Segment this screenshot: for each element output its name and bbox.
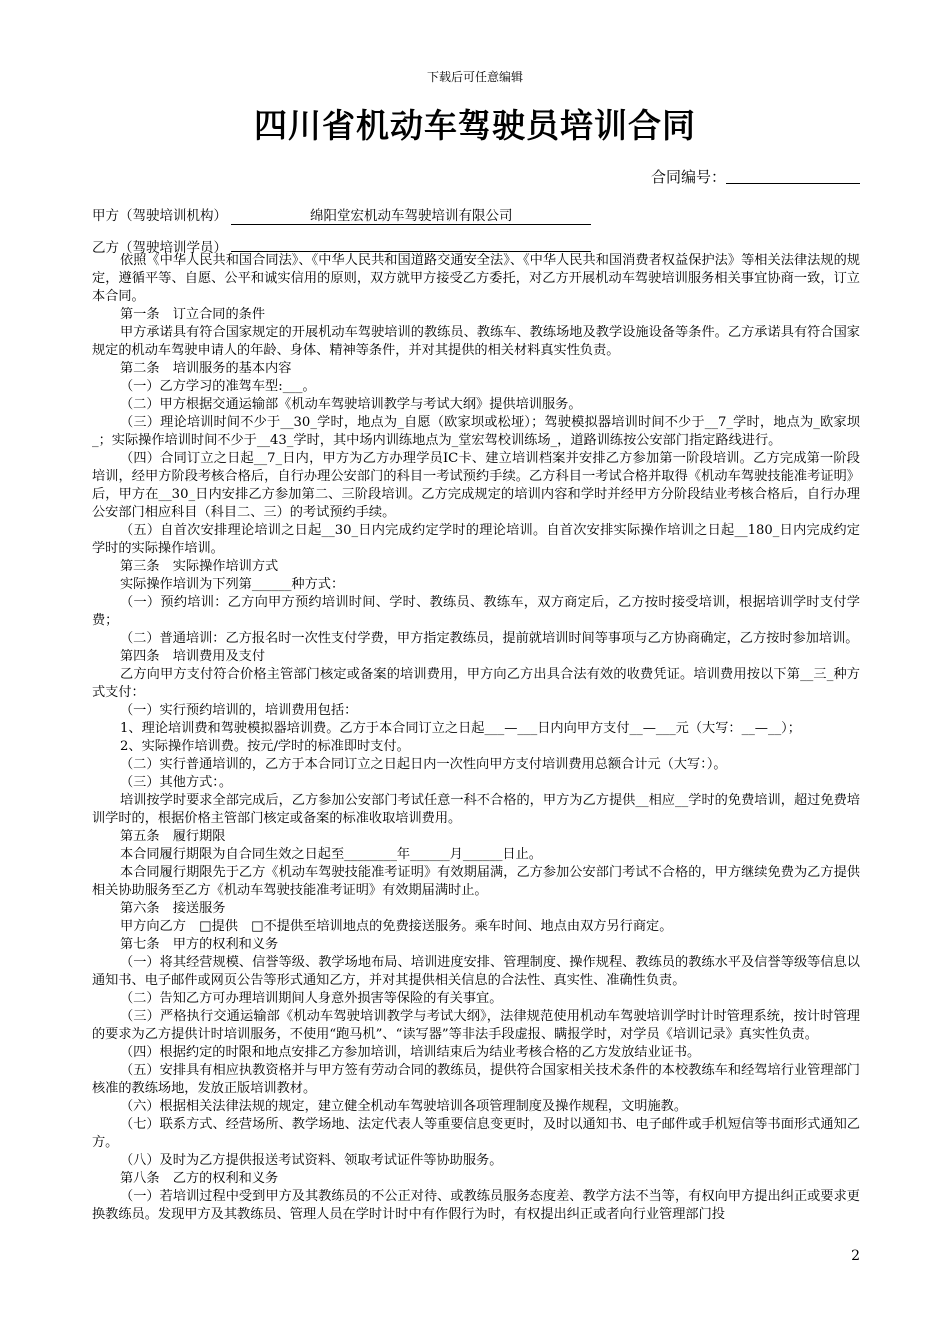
clause: （三）严格执行交通运输部《机动车驾驶培训教学与考试大纲》，法律规范使用机动车驾驶培训学时计时管理系统，按计时管理的要求为乙方提供计时培训服务，不使用“跑马机”、“读写器”等非法手段虚报、瞒报学时，对学员《培训记录》真实性负责。 bbox=[92, 1009, 860, 1042]
clause: （一）预约培训：乙方向甲方预约培训时间、学时、教练员、教练车，双方商定后，乙方按时接受培训，根据培训学时支付学费； bbox=[92, 595, 860, 628]
contract-title: 四川省机动车驾驶员培训合同 bbox=[254, 106, 696, 145]
article-heading: 第七条 甲方的权利和义务 bbox=[120, 937, 279, 952]
clause: （一）实行预约培训的，培训费用包括： bbox=[120, 703, 358, 718]
clause: （三）其他方式：。 bbox=[120, 775, 233, 790]
contract-number-line bbox=[651, 166, 860, 187]
clause: （二）甲方根据交通运输部《机动车驾驶培训教学与考试大纲》提供培训服务。 bbox=[120, 397, 582, 412]
clause: 本合同履行期限先于乙方《机动车驾驶技能准考证明》有效期届满，乙方参加公安部门考试不合格的，甲方继续免费为乙方提供相关协助服务至乙方《机动车驾驶技能准考证明》有效期届满时止。 bbox=[92, 865, 860, 898]
clause: （五）安排具有相应执教资格并与甲方签有劳动合同的教练员，提供符合国家相关技术条件的本校教练车和经驾培行业管理部门核准的教练场地，发放正版培训教材。 bbox=[92, 1063, 860, 1096]
contract-body bbox=[92, 252, 860, 1224]
contract-number-blank bbox=[726, 169, 860, 184]
clause: （一）乙方学习的准驾车型:___。 bbox=[120, 379, 316, 394]
article-heading: 第六条 接送服务 bbox=[120, 901, 226, 916]
clause: （二）告知乙方可办理培训期间人身意外损害等保险的有关事宜。 bbox=[120, 991, 503, 1006]
clause: （四）根据约定的时限和地点安排乙方参加培训，培训结束后为结业考核合格的乙方发放结业证书。 bbox=[120, 1045, 701, 1060]
party-a-name: 绵阳堂宏机动车驾驶培训有限公司 bbox=[231, 204, 591, 225]
party-a-label: 甲方（驾驶培训机构） bbox=[92, 208, 227, 224]
party-a-line bbox=[92, 204, 591, 225]
paragraph: 依照《中华人民共和国合同法》、《中华人民共和国道路交通安全法》、《中华人民共和国消费者权益保护法》等相关法律法规的规定，遵循平等、自愿、公平和诚实信用的原则，双方就甲方接受乙方委托，对乙方开展机动车驾驶培训服务相关事宜协商一致，订立本合同。 bbox=[92, 253, 860, 304]
paragraph: 甲方承诺具有符合国家规定的开展机动车驾驶培训的教练员、教练车、教练场地及教学设施设备等条件。乙方承诺具有符合国家规定的机动车驾驶申请人的年龄、身体、精神等条件，并对其提供的相关材料真实性负责。 bbox=[92, 325, 860, 358]
clause: （二）普通培训：乙方报名时一次性支付学费，甲方指定教练员，提前就培训时间等事项与乙方协商确定，乙方按时参加培训。 bbox=[120, 631, 859, 646]
clause: 本合同履行期限为自合同生效之日起至________年______月______日止。 bbox=[120, 847, 542, 862]
article-heading: 第五条 履行期限 bbox=[120, 829, 226, 844]
clause: （一）将其经营规模、信誉等级、教学场地布局、培训进度安排、管理制度、操作规程、教练员的教练水平及信誉等级等信息以通知书、电子邮件或网页公告等形式通知乙方，并对其提供相关信息的合法性、真实性、准确性负责。 bbox=[92, 955, 860, 988]
clause: （八）及时为乙方提供报送考试资料、领取考试证件等协助服务。 bbox=[120, 1153, 503, 1168]
clause: （六）根据相关法律法规的规定，建立健全机动车驾驶培训各项管理制度及操作规程，文明施教。 bbox=[120, 1099, 688, 1114]
clause: 培训按学时要求全部完成后，乙方参加公安部门考试任意一科不合格的，甲方为乙方提供__相应__学时的免费培训，超过免费培训学时的，根据价格主管部门核定或备案的标准收取培训费用。 bbox=[92, 793, 860, 826]
article-heading: 第一条 订立合同的条件 bbox=[120, 307, 266, 322]
article-heading: 第三条 实际操作培训方式 bbox=[120, 559, 279, 574]
clause: （七）联系方式、经营场所、教学场地、法定代表人等重要信息变更时，及时以通知书、电子邮件或手机短信等书面形式通知乙方。 bbox=[92, 1117, 860, 1150]
party-b-name-blank bbox=[231, 237, 591, 252]
clause: 2、实际操作培训费。按元/学时的标准即时支付。 bbox=[120, 739, 410, 754]
page-number: 2 bbox=[851, 1248, 860, 1264]
clause: （一）若培训过程中受到甲方及其教练员的不公正对待、或教练员服务态度差、教学方法不当等，有权向甲方提出纠正或要求更换教练员。发现甲方及其教练员、管理人员在学时计时中有作假行为时，有权提出纠正或者向行业管理部门投 bbox=[92, 1189, 860, 1222]
party-b-label: 乙方（驾驶培训学员） bbox=[92, 240, 227, 256]
article-heading: 第二条 培训服务的基本内容 bbox=[120, 361, 292, 376]
article-heading: 第八条 乙方的权利和义务 bbox=[120, 1171, 279, 1186]
article-heading: 第四条 培训费用及支付 bbox=[120, 649, 266, 664]
clause: 实际操作培训为下列第______种方式： bbox=[120, 577, 345, 592]
clause: （三）理论培训时间不少于__30_学时，地点为_自愿（欧家坝或松垭）；驾驶模拟器培训时间不少于__7_学时，地点为_欧家坝_；实际操作培训时间不少于__43_学时，其中场内训练地点为_堂宏驾校训练场_，道路训练按公安部门指定路线进行。 bbox=[92, 415, 860, 448]
clause: （四）合同订立之日起__7_日内，甲方为乙方办理学员IC卡、建立培训档案并安排乙方参加第一阶段培训。乙方完成第一阶段培训，经甲方阶段考核合格后，自行办理公安部门的科目一考试预约手续。乙方科目一考试合格并取得《机动车驾驶技能准考证明》后，甲方在__30_日内安排乙方参加第二、三阶段培训。乙方完成规定的培训内容和学时并经甲方分阶段结业考核合格后，自行办理公安部门相应科目（科目二、三）的考试预约手续。 bbox=[92, 451, 860, 520]
header-note: 下载后可任意编辑 bbox=[426, 70, 523, 84]
clause: （二）实行普通培训的，乙方于本合同订立之日起日内一次性向甲方支付培训费用总额合计元（大写：）。 bbox=[120, 757, 727, 772]
clause: 1、理论培训费和驾驶模拟器培训费。乙方于本合同订立之日起___—___日内向甲方支付__—___元（大写：__—__）； bbox=[120, 721, 801, 736]
clause: （五）自首次安排理论培训之日起__30_日内完成约定学时的理论培训。自首次安排实际操作培训之日起__180_日内完成约定学时的实际操作培训。 bbox=[92, 523, 860, 556]
clause: 甲方向乙方 □提供 □不提供至培训地点的免费接送服务。乘车时间、地点由双方另行商定。 bbox=[120, 919, 673, 934]
contract-number-label: 合同编号： bbox=[650, 168, 726, 186]
clause: 乙方向甲方支付符合价格主管部门核定或备案的培训费用，甲方向乙方出具合法有效的收费凭证。培训费用按以下第__三_种方式支付： bbox=[92, 667, 860, 700]
